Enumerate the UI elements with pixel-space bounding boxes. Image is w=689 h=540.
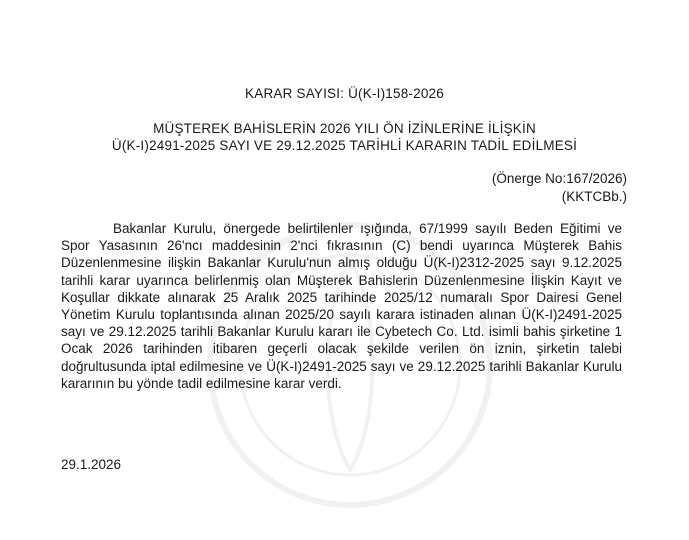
- decision-body: Bakanlar Kurulu, önergede belirtilenler ışığında, 67/1999 sayılı Beden Eğitimi ve Spor Yasasının 26'ncı maddesinin 2'nci fıkrasının (C) bendi uyarınca Müşterek Bahis Düzenlenmesine ilişkin Bakanlar Kurulu'nun almış olduğu Ü(K-I)2312-2025 sayı 9.12.2025 tarihli karar uyarınca belirlenmiş olan Müşterek Bahislerin Düzenlenmesine İlişkin Kayıt ve Koşullar dikkate alınarak 25 Aralık 2025 tarihinde 2025/12 numaralı Spor Dairesi Genel Yönetim Kurulu toplantısında alınan 2025/20 sayılı karara istinaden alınan Ü(K-I)2491-2025 sayı ve 29.12.2025 tarihli Bakanlar Kurulu kararı ile Cybetech Co. Ltd. isimli bahis şirketine 1 Ocak 2026 tarihinden itibaren geçerli olacak şekilde verilen ön iznin, şirketin talebi doğrultusunda iptal edilmesine ve Ü(K-I)2491-2025 sayı ve 29.12.2025 tarihli Bakanlar Kurulu kararının bu yönde tadil edilmesine karar verdi.: [61, 221, 622, 391]
- subject-line-1: MÜŞTEREK BAHİSLERİN 2026 YILI ÖN İZİNLERİNE İLİŞKİN: [153, 121, 536, 136]
- gazette-reference: (KKTCBb.): [561, 189, 627, 204]
- subject-line-2: Ü(K-I)2491-2025 SAYI VE 29.12.2025 TARİHLİ KARARIN TADİL EDİLMESİ: [111, 138, 578, 153]
- decision-date: 29.1.2026: [61, 457, 122, 472]
- motion-reference: (Önerge No:167/2026): [491, 171, 627, 186]
- decision-number: KARAR SAYISI: Ü(K-I)158-2026: [245, 86, 444, 101]
